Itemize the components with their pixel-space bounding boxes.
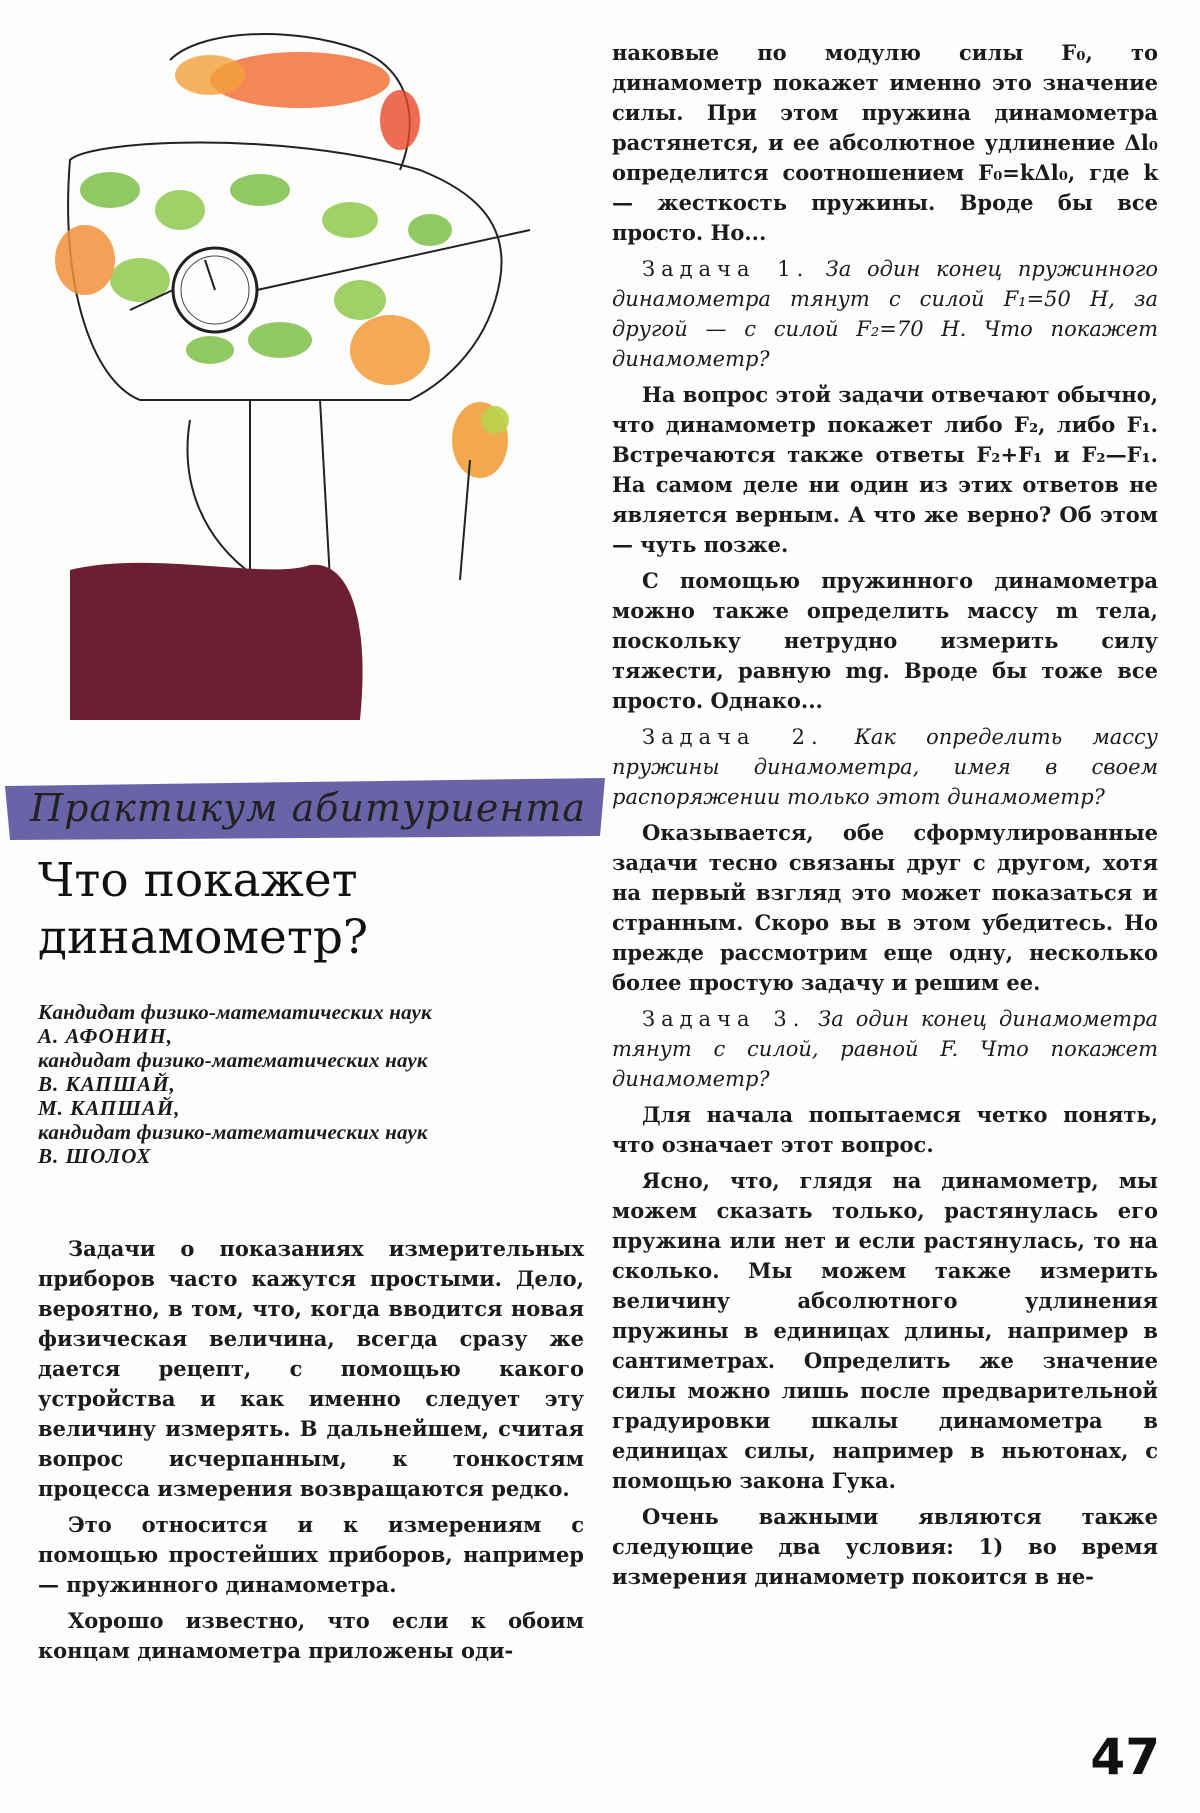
task-text: За один конец динамометра тянут с силой, равной F. Что покажет динамометр? xyxy=(612,1007,1159,1091)
paragraph: Оказывается, обе сформулированные задачи тесно связаны друг с другом, хотя на первый взгляд это может показаться и странным. Скоро вы в этом убедитесь. Но прежде рассмотрим еще одну, несколько более простую задачу и решим ее. xyxy=(612,820,1158,995)
author-rank: кандидат физико-математических наук xyxy=(38,1048,428,1072)
page-number: 47 xyxy=(1090,1728,1160,1786)
task-1 xyxy=(612,254,1158,374)
paragraph: На вопрос этой задачи отвечают обычно, что динамометр покажет либо F₂, либо F₁. Встречаются также ответы F₂+F₁ и F₂—F₁. На самом деле ни один из этих ответов не является верным. А что же верно? Об этом — чуть позже. xyxy=(612,382,1159,557)
author-name: В. КАПШАЙ, xyxy=(38,1072,176,1096)
task-text: Как определить массу пружины динамометра, имея в своем распоряжении только этот динамометр? xyxy=(612,725,1158,809)
article-title-line1: Что покажет xyxy=(38,853,358,908)
paragraph: Это относится и к измерениям с помощью простейших приборов, например — пружинного динамометра. xyxy=(38,1512,584,1597)
paragraph: Для начала попытаемся четко понять, что означает этот вопрос. xyxy=(612,1102,1158,1157)
task-text: За один конец пружинного динамометра тянут с силой F₁=50 Н, за другой — с силой F₂=70 Н. Что покажет динамометр? xyxy=(612,257,1159,371)
paragraph: Ясно, что, глядя на динамометр, мы можем сказать только, растянулась его пружина или нет и если растянулась, то на сколько. Мы можем также измерить величину абсолютного удлинения пружины в единицах длины, например в сантиметрах. Определить же значение силы можно лишь после предварительной градуировки шкалы динамометра в единицах силы, например в ньютонах, с помощью закона Гука. xyxy=(612,1168,1158,1493)
article-title xyxy=(38,852,598,966)
author-name: А. АФОНИН, xyxy=(38,1024,173,1048)
paragraph: С помощью пружинного динамометра можно также определить массу m тела, поскольку нетрудно измерить силу тяжести, равную mg. Вроде бы тоже все просто. Однако... xyxy=(612,568,1158,713)
task-3 xyxy=(612,1004,1158,1094)
authors-block xyxy=(38,1000,598,1168)
left-column xyxy=(38,1234,584,1666)
task-2 xyxy=(612,722,1158,812)
author-rank: кандидат физико-математических наук xyxy=(38,1120,428,1144)
article-title-line2: динамометр? xyxy=(38,910,369,965)
author-name: М. КАПШАЙ, xyxy=(38,1096,181,1120)
rubric-banner: Практикум абитуриента xyxy=(30,786,587,830)
author-name: В. ШОЛОХ xyxy=(38,1144,152,1168)
paragraph: Задачи о показаниях измерительных приборов часто кажутся простыми. Дело, вероятно, в том, что, когда вводится новая физическая величина, всегда сразу же дается рецепт, с помощью какого устройства и как именно следует эту величину измерять. В дальнейшем, считая вопрос исчерпанным, к тонкостям процесса измерения возвращаются редко. xyxy=(38,1236,584,1501)
paragraph: наковые по модулю силы F₀, то динамометр покажет именно это значение силы. При этом пружина динамометра растянется, и ее абсолютное удлинение Δl₀ определится соотношением F₀=kΔl₀, где k — жесткость пружины. Вроде бы все просто. Но... xyxy=(612,40,1158,245)
paragraph: Очень важными являются также следующие два условия: 1) во время измерения динамометр покоится в не- xyxy=(612,1504,1158,1589)
task-label: Задача 3. xyxy=(642,1007,806,1031)
task-label: Задача 1. xyxy=(642,257,810,281)
author-rank: Кандидат физико-математических наук xyxy=(38,1000,432,1024)
dynamometer-illustration xyxy=(30,20,610,760)
right-column xyxy=(612,38,1158,1592)
task-label: Задача 2. xyxy=(642,725,824,749)
paragraph: Хорошо известно, что если к обоим концам динамометра приложены оди- xyxy=(38,1608,584,1663)
